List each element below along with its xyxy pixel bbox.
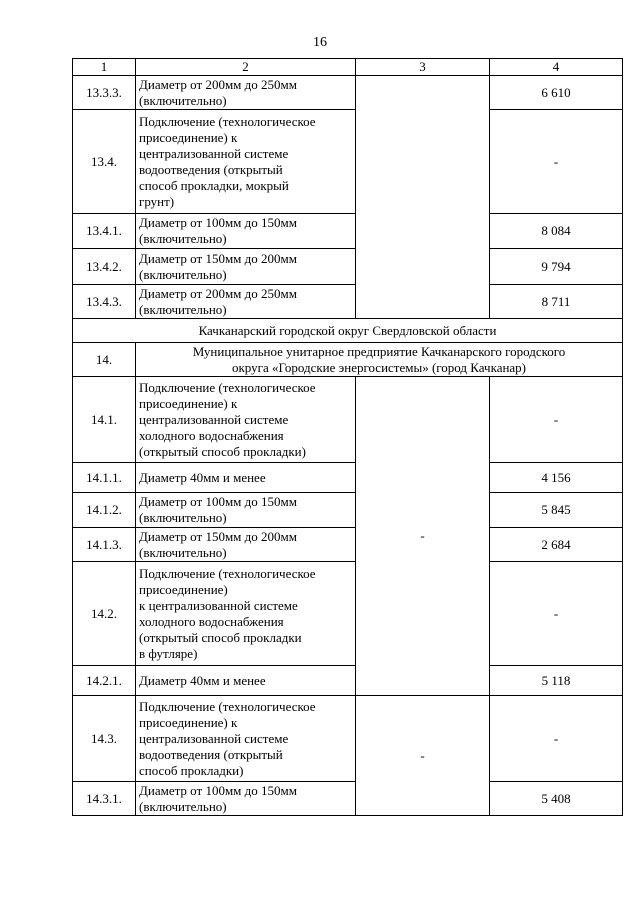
row-value: -	[490, 110, 623, 214]
row-value: 5 118	[490, 666, 623, 696]
row-number: 13.4.3.	[73, 285, 136, 319]
row-description: Подключение (технологическое присоединение) к централизованной системе холодного водоснабжения (открытый способ прокладки в футляре)	[136, 562, 356, 666]
row-value: 4 156	[490, 463, 623, 493]
row-number: 14.1.	[73, 377, 136, 463]
table-row	[73, 463, 623, 493]
row-value: 8 084	[490, 214, 623, 249]
row-value: 2 684	[490, 528, 623, 562]
col3-cell	[356, 76, 490, 319]
region-row	[73, 319, 623, 343]
row-value: 8 711	[490, 285, 623, 319]
header-cell: 3	[356, 59, 490, 76]
table-header-row	[73, 59, 623, 76]
row-description: Диаметр 40мм и менее	[136, 463, 356, 493]
table-row	[73, 782, 623, 816]
row-value: 6 610	[490, 76, 623, 110]
row-description: Диаметр от 100мм до 150мм (включительно)	[136, 493, 356, 528]
row-number: 13.4.	[73, 110, 136, 214]
tariff-table	[72, 58, 623, 816]
organization-name: Муниципальное унитарное предприятие Качканарского городского округа «Городские энергосистемы» (город Качканар)	[136, 343, 623, 377]
row-number: 14.2.1.	[73, 666, 136, 696]
table-row	[73, 528, 623, 562]
row-number: 14.	[73, 343, 136, 377]
row-number: 14.3.	[73, 696, 136, 782]
table-row	[73, 666, 623, 696]
col3-cell: -	[356, 377, 490, 696]
row-description: Диаметр от 150мм до 200мм (включительно)	[136, 249, 356, 285]
row-description: Подключение (технологическое присоединение) к централизованной системе водоотведения (открытый способ прокладки, мокрый грунт)	[136, 110, 356, 214]
header-cell: 2	[136, 59, 356, 76]
table-row	[73, 110, 623, 214]
row-value: 9 794	[490, 249, 623, 285]
row-number: 14.3.1.	[73, 782, 136, 816]
table-row	[73, 285, 623, 319]
table-row	[73, 249, 623, 285]
row-value: -	[490, 696, 623, 782]
row-value: 5 408	[490, 782, 623, 816]
page-number: 16	[313, 35, 327, 50]
row-description: Подключение (технологическое присоединение) к централизованной системе холодного водоснабжения (открытый способ прокладки)	[136, 377, 356, 463]
row-value: -	[490, 562, 623, 666]
table-row	[73, 76, 623, 110]
row-value: -	[490, 377, 623, 463]
row-description: Диаметр от 200мм до 250мм (включительно)	[136, 285, 356, 319]
row-description: Диаметр от 100мм до 150мм (включительно)	[136, 782, 356, 816]
region-title: Качканарский городской округ Свердловской области	[73, 319, 623, 343]
organization-row	[73, 343, 623, 377]
row-description: Диаметр от 150мм до 200мм (включительно)	[136, 528, 356, 562]
row-number: 13.3.3.	[73, 76, 136, 110]
table-row	[73, 696, 623, 782]
row-number: 14.1.3.	[73, 528, 136, 562]
row-description: Диаметр 40мм и менее	[136, 666, 356, 696]
table-row	[73, 214, 623, 249]
row-description: Подключение (технологическое присоединение) к централизованной системе водоотведения (открытый способ прокладки)	[136, 696, 356, 782]
row-value: 5 845	[490, 493, 623, 528]
header-cell: 1	[73, 59, 136, 76]
row-number: 14.1.1.	[73, 463, 136, 493]
row-number: 14.2.	[73, 562, 136, 666]
row-description: Диаметр от 200мм до 250мм (включительно)	[136, 76, 356, 110]
table-row	[73, 562, 623, 666]
header-cell: 4	[490, 59, 623, 76]
row-number: 14.1.2.	[73, 493, 136, 528]
col3-cell: -	[356, 696, 490, 816]
row-description: Диаметр от 100мм до 150мм (включительно)	[136, 214, 356, 249]
row-number: 13.4.1.	[73, 214, 136, 249]
table-row	[73, 493, 623, 528]
table-row	[73, 377, 623, 463]
row-number: 13.4.2.	[73, 249, 136, 285]
